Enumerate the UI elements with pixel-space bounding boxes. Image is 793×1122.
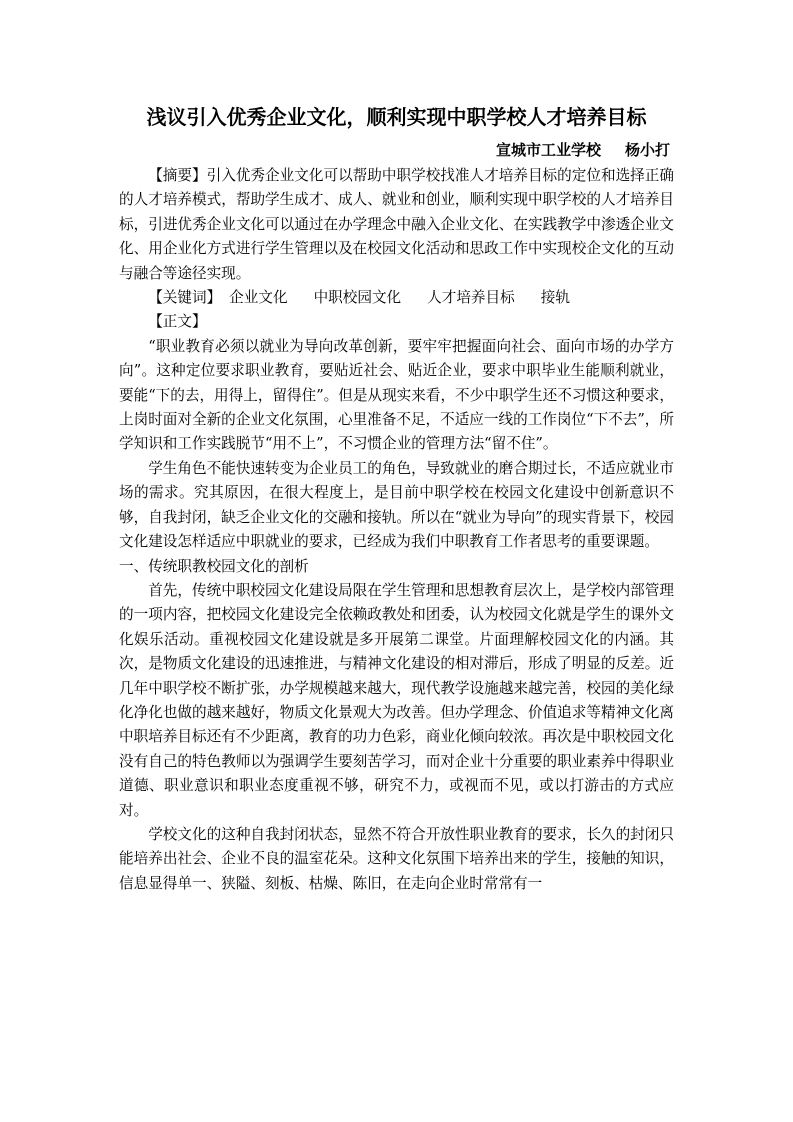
abstract-paragraph: 【摘要】引入优秀企业文化可以帮助中职学校找准人才培养目标的定位和选择正确的人才培养模式，帮助学生成才、成人、就业和创业，顺利实现中职学校的人才培养目标，引进优秀企业文化可以通过在办学理念中融入企业文化、在实践教学中渗透企业文化、用企业化方式进行学生管理以及在校园文化活动和思政工作中实现校企文化的互动与融合等途径实现。: [119, 167, 674, 282]
keywords-label: 【关键词】: [148, 289, 222, 307]
author-name: 杨小打: [624, 141, 670, 159]
document-body: [119, 164, 674, 896]
body-paragraph: 学生角色不能快速转变为企业员工的角色，导致就业的磨合期过长，不适应就业市场的需求。究其原因，在很大程度上，是目前中职学校在校园文化建设中创新意识不够，自我封闭，缺乏企业文化的交融和接轨。所以在“就业为导向”的现实背景下，校园文化建设怎样适应中职就业的要求，已经成为我们中职教育工作者思考的重要课题。: [119, 459, 674, 551]
body-paragraph: “职业教育必须以就业为导向改革创新，要牢牢把握面向社会、面向市场的办学方向”。这种定位要求职业教育，要贴近社会、贴近企业，要求中职毕业生能顺利就业，要能“下的去，用得上，留得住”。但是从现实来看，不少中职学生还不习惯这种要求，上岗时面对全新的企业文化氛围，心里准备不足，不适应一线的工作岗位“下不去”，所学知识和工作实践脱节“用不上”，不习惯企业的管理方法“留不住”。: [119, 337, 674, 453]
section-heading: 一、传统职教校园文化的剖析: [119, 557, 309, 575]
author-school: 宣城市工业学校: [495, 141, 601, 159]
keywords-line: [119, 286, 674, 310]
keyword-item: 人才培养目标: [427, 289, 515, 307]
document-title: 浅议引入优秀企业文化，顺利实现中职学校人才培养目标: [146, 105, 647, 129]
section-paragraph: 学校文化的这种自我封闭状态，显然不符合开放性职业教育的要求，长久的封闭只能培养出社会、企业不良的温室花朵。这种文化氛围下培养出来的学生，接触的知识，信息显得单一、狭隘、刻板、枯燥、陈旧，在走向企业时常常有一: [119, 825, 674, 892]
keyword-item: 企业文化: [229, 289, 288, 307]
document-page: [119, 96, 674, 896]
keyword-item: 中职校园文化: [313, 289, 402, 307]
section-paragraph: 首先，传统中职校园文化建设局限在学生管理和思想教育层次上，是学校内部管理的一项内容，把校园文化建设完全依赖政教处和团委，认为校园文化就是学生的课外文化娱乐活动。重视校园文化建设就是多开展第二课堂。片面理解校园文化的内涵。其次，是物质文化建设的迅速推进，与精神文化建设的相对滞后，形成了明显的反差。近几年中职学校不断扩张，办学规模越来越大，现代教学设施越来越完善，校园的美化绿化净化也做的越来越好，物质文化景观大为改善。但办学理念、价值追求等精神文化离中职培养目标还有不少距离，教育的功力色彩，商业化倾向较浓。再次是中职校园文化没有自己的特色教师以为强调学生要刻苦学习，而对企业十分重要的职业素养中得职业道德、职业意识和职业态度重视不够，研究不力，或视而不见，或以打游击的方式应对。: [119, 581, 674, 819]
body-label: 【正文】: [148, 313, 207, 331]
author-byline: [119, 138, 674, 162]
keyword-item: 接轨: [540, 289, 570, 307]
